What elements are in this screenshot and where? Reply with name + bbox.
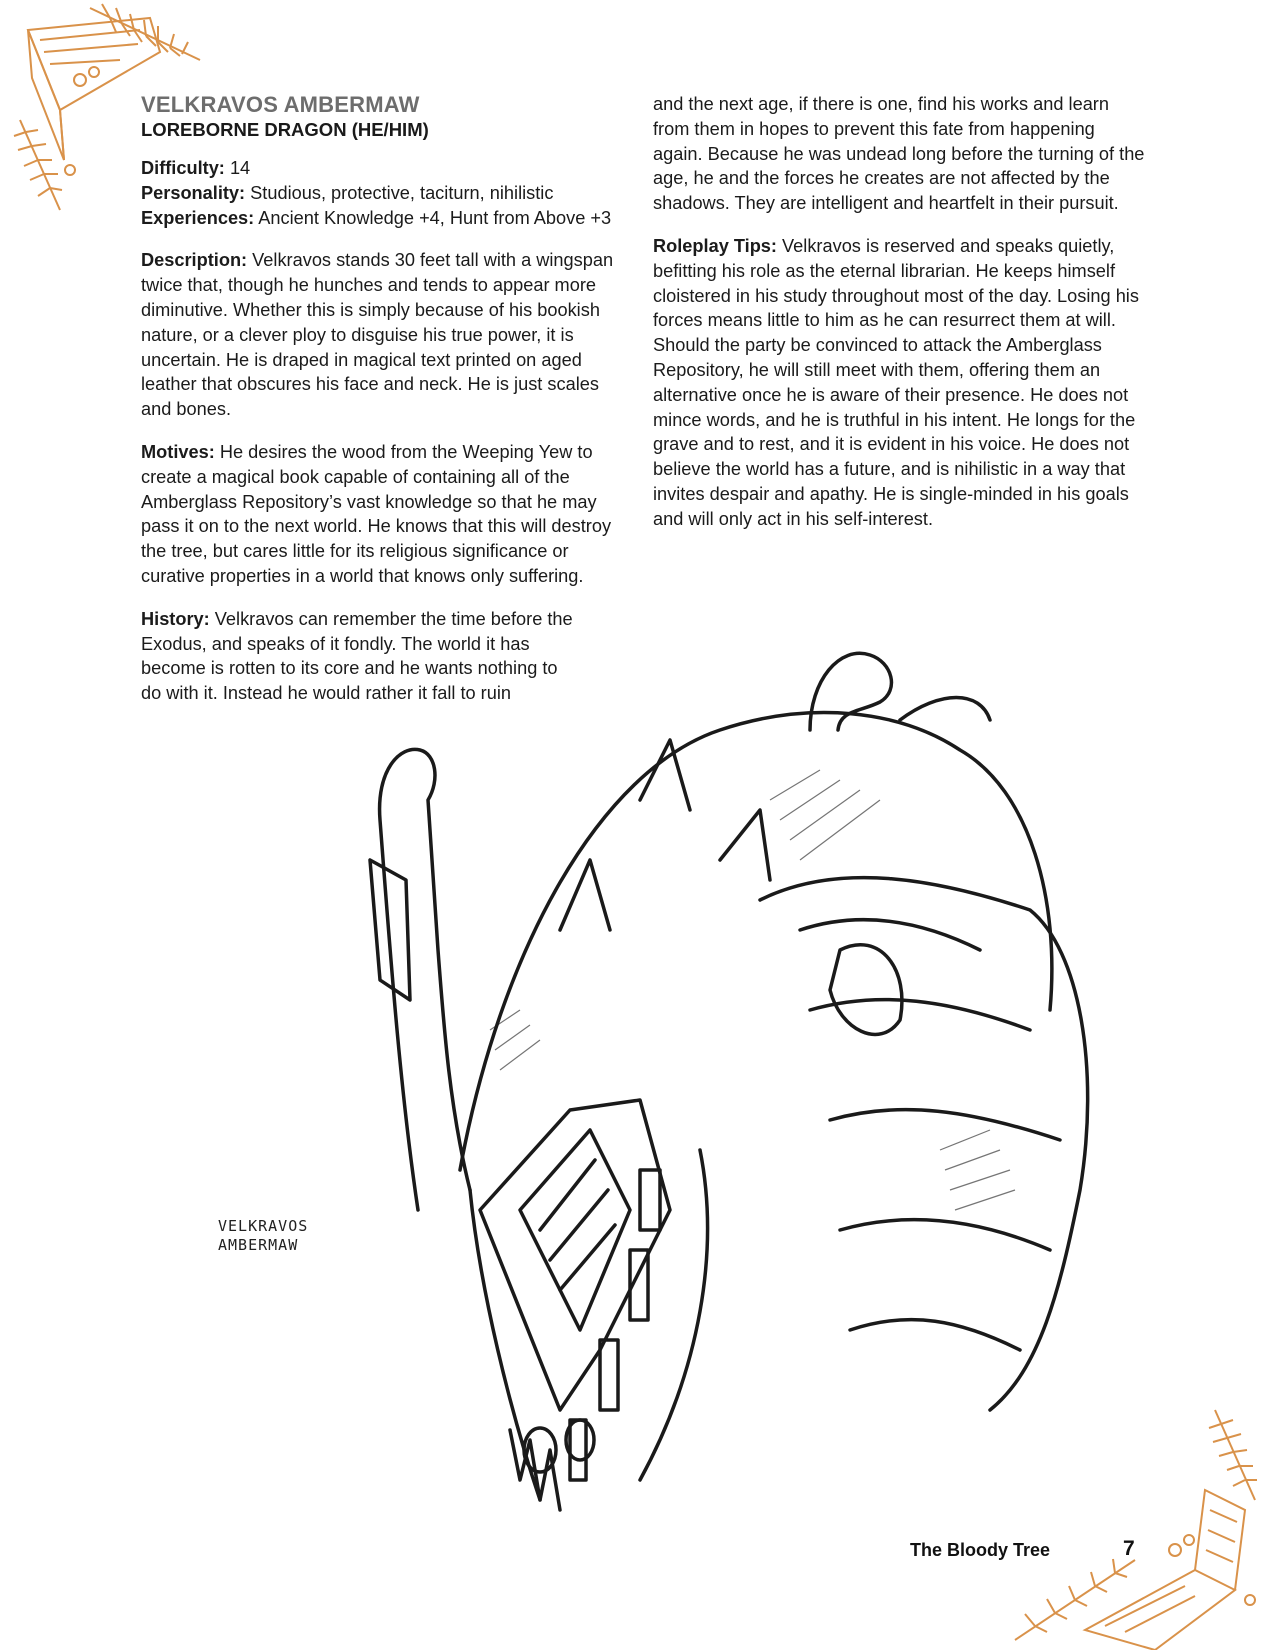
history-text: Velkravos can remember the time before the Exodus, and speaks of it fondly. The world it has become is rotten to its core and he wants nothing to do with it. Instead he would rather it fall to ruin [141,608,573,704]
roleplay-label: Roleplay Tips: [653,235,777,256]
personality-value: Studious, protective, taciturn, nihilistic [250,182,554,203]
character-subtitle: LOREBORNE DRAGON (HE/HIM) [141,119,429,140]
experiences-value: Ancient Knowledge +4, Hunt from Above +3 [258,207,612,228]
right-column [653,92,1147,550]
motives-paragraph [141,440,627,589]
dragon-skull-illustration [340,650,1140,1530]
caption-line-1: VELKRAVOS [218,1217,309,1235]
page-number: 7 [1123,1537,1135,1560]
motives-label: Motives: [141,441,215,462]
caption-line-2: AMBERMAW [218,1236,299,1254]
roleplay-text: Velkravos is reserved and speaks quietly, befitting his role as the eternal librarian. He keeps himself cloistered in his study throughout most of the day. Losing his forces means little to him as he can resurrect them at will. Should the party be convinced to attack the Amberglass Repository, he will still meet with them, offering them an alternative once he is aware of their presence. He does not mince words, and he is truthful in his intent. He longs for the grave and to rest, and it is evident in his voice. He does not believe the world has a future, and is nihilistic in a way that invites despair and apathy. He is single-minded in his goals and will only act in his self-interest. [653,235,1139,529]
history-continued: and the next age, if there is one, find his works and learn from them in hopes to prevent this fate from happening again. Because he was undead long before the turning of the age, he and the forces he creates are not affected by the shadows. They are intelligent and heartfelt in their pursuit. [653,94,1145,214]
personality-label: Personality: [141,182,246,203]
stat-experiences [141,206,627,231]
character-name: VELKRAVOS AMBERMAW [141,92,420,117]
description-paragraph [141,248,627,422]
left-column [141,92,627,724]
stat-block [141,156,627,230]
motives-text: He desires the wood from the Weeping Yew to create a magical book capable of containing all of the Amberglass Repository’s vast knowledge so that he may pass it on to the next world. He knows that this will destroy the tree, but cares little for its religious significance or curative properties in a world that knows only suffering. [141,441,612,586]
history-label: History: [141,608,210,629]
difficulty-value: 14 [229,158,251,178]
stat-difficulty [141,156,627,181]
stat-personality [141,181,627,206]
roleplay-paragraph [653,234,1147,532]
experiences-label: Experiences: [141,207,255,228]
description-text: Velkravos stands 30 feet tall with a wingspan twice that, though he hunches and tends to appear more diminutive. Whether this is simply because of his bookish nature, or a clever ploy to disguise his true power, it is uncertain. He is draped in magical text printed on aged leather that obscures his face and neck. He is just scales and bones. [141,250,614,420]
difficulty-label: Difficulty: [141,158,225,178]
description-label: Description: [141,250,248,271]
illustration-caption [218,1217,308,1255]
footer-book-title: The Bloody Tree [910,1540,1051,1560]
